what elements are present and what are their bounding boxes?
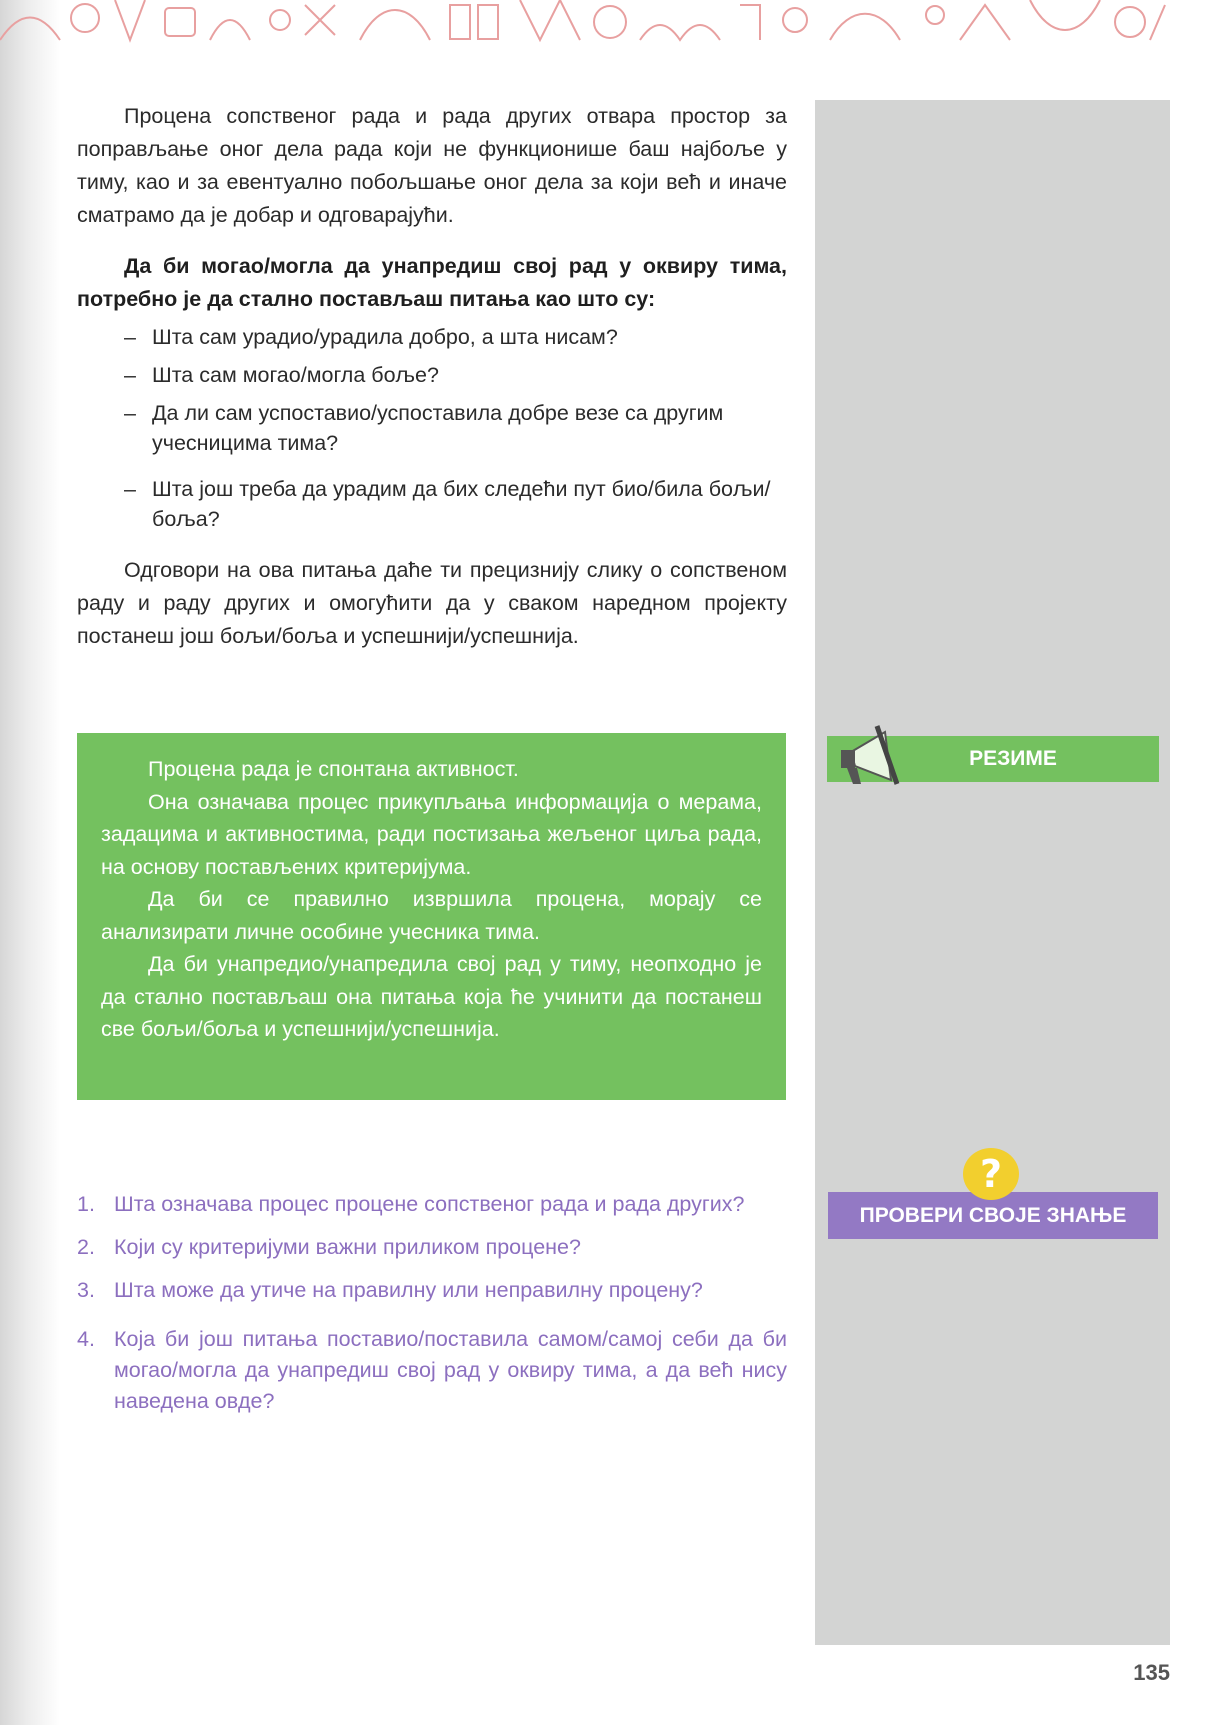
right-sidebar-panel [815, 100, 1170, 1645]
megaphone-icon [833, 722, 905, 794]
check-knowledge-label: ПРОВЕРИ СВОЈЕ ЗНАЊЕ [859, 1204, 1127, 1227]
list-item: – Шта још треба да урадим да бих следећи пут био/била бољи/боља? [124, 477, 771, 531]
list-item: – Шта сам урадио/урадила добро, а шта нисам? [124, 325, 618, 349]
bold-intro-paragraph: Да би могао/могла да унапредиш свој рад у оквиру тима, потребно је да стално постављаш питања као што су: [77, 254, 787, 311]
intro-paragraph: Процена сопственог рада и рада других отвара простор за поправљање оног дела рада који не функционише баш најбоље у тиму, као и за евентуално побољшање оног дела за који већ и иначе сматрамо да је добар и одговарајући. [77, 104, 787, 227]
rezime-label: РЕЗИМЕ [969, 747, 1057, 770]
main-text-column [77, 100, 787, 653]
list-item: – Шта сам могао/могла боље? [124, 363, 439, 387]
question-mark-icon: ? [963, 1148, 1019, 1200]
summary-line: Она означава процес прикупљања информација о мерама, задацима и активностима, ради постизања жељеног циља рада, на основу постављених критеријума. [101, 789, 762, 879]
list-item: 2. Који су критеријуми важни приликом процене? [77, 1235, 581, 1259]
summary-line: Процена рада је спонтана активност. [148, 757, 519, 781]
list-item: 1. Шта означава процес процене сопственог рада и рада других? [77, 1192, 745, 1216]
quiz-questions-list [77, 1189, 787, 1429]
list-item: – Да ли сам успоставио/успоставила добре везе са другим учесницима тима? [124, 401, 724, 455]
summary-line: Да би унапредио/унапредила свој рад у тиму, неопходно је да стално постављаш она питања која ће учинити да постанеш све бољи/боља и успешнији/успешнија. [101, 952, 762, 1041]
book-spine-shadow [0, 0, 60, 1725]
self-questions-list [77, 322, 787, 534]
list-item: 4. Која би још питања поставио/поставила самом/самој себи да би могао/могла да унапредиш свој рад у оквиру тима, а да већ нису наведена овде? [77, 1327, 787, 1413]
answer-paragraph: Одговори на ова питања даће ти прецизнију слику о сопственом раду и раду других и омогућити да у сваком наредном пројекту постанеш још бољи/боља и успешнији/успешнија. [77, 558, 787, 648]
list-item: 3. Шта може да утиче на правилну или неправилну процену? [77, 1278, 703, 1302]
summary-box [77, 733, 786, 1100]
page-number: 135 [1133, 1660, 1170, 1685]
decorative-doodle-banner [0, 0, 1168, 44]
summary-line: Да би се правилно извршила процена, морају се анализирати личне особине учесника тима. [101, 887, 762, 944]
